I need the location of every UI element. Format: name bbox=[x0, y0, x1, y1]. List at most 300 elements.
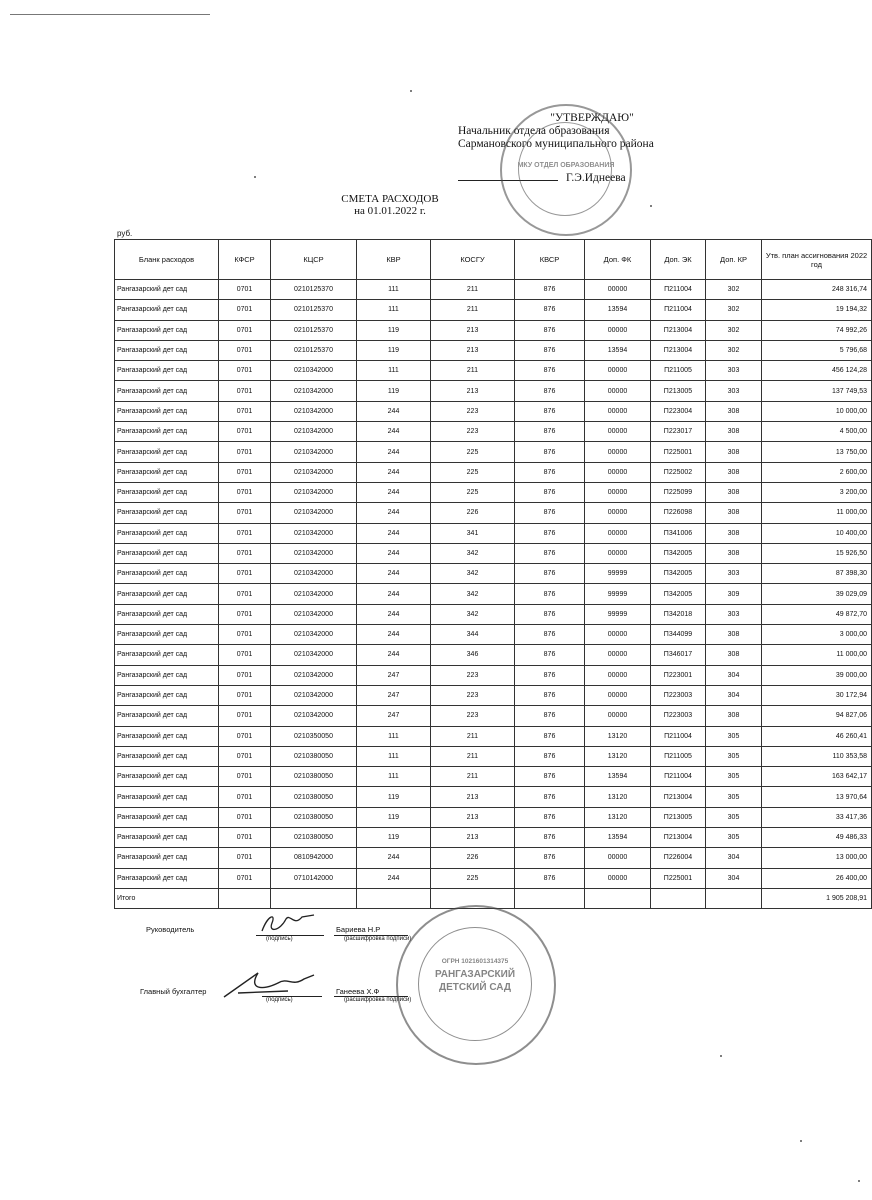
cell-blank: Рангазарский дет сад bbox=[115, 604, 219, 624]
cell-kvsr: 876 bbox=[515, 685, 585, 705]
cell-kvr: 244 bbox=[357, 523, 431, 543]
cell-kvr: 244 bbox=[357, 462, 431, 482]
top-border-line bbox=[10, 14, 210, 15]
cell-kosgu: 211 bbox=[431, 361, 515, 381]
table-row bbox=[115, 584, 872, 604]
cell-dop-fk: 00000 bbox=[585, 645, 651, 665]
cell-dop-ek: П211004 bbox=[651, 767, 706, 787]
table-row bbox=[115, 482, 872, 502]
cell-kosgu: 213 bbox=[431, 807, 515, 827]
cell-dop-kr: 305 bbox=[706, 767, 762, 787]
cell-blank: Рангазарский дет сад bbox=[115, 401, 219, 421]
cell-kfsr: 0701 bbox=[219, 381, 271, 401]
cell-plan: 15 926,50 bbox=[762, 543, 872, 563]
cell-kvr: 244 bbox=[357, 482, 431, 502]
approval-line-1: Начальник отдела образования bbox=[458, 125, 610, 137]
cell-kosgu: 342 bbox=[431, 543, 515, 563]
cell-plan: 19 194,32 bbox=[762, 300, 872, 320]
bottom-stamp-line-1: РАНГАЗАРСКИЙ bbox=[434, 969, 516, 980]
header-dop-kr: Доп. КР bbox=[706, 240, 762, 280]
cell-kvsr: 876 bbox=[515, 320, 585, 340]
cell-kvsr: 876 bbox=[515, 442, 585, 462]
table-row bbox=[115, 523, 872, 543]
table-row bbox=[115, 767, 872, 787]
total-empty bbox=[271, 888, 357, 908]
cell-blank: Рангазарский дет сад bbox=[115, 361, 219, 381]
cell-kvr: 244 bbox=[357, 625, 431, 645]
cell-dop-fk: 00000 bbox=[585, 422, 651, 442]
cell-dop-fk: 13594 bbox=[585, 828, 651, 848]
cell-kcsr: 0710142000 bbox=[271, 868, 357, 888]
cell-dop-ek: П211004 bbox=[651, 300, 706, 320]
cell-kcsr: 0210342000 bbox=[271, 625, 357, 645]
cell-dop-ek: П223001 bbox=[651, 665, 706, 685]
table-row bbox=[115, 604, 872, 624]
cell-blank: Рангазарский дет сад bbox=[115, 543, 219, 563]
cell-kcsr: 0210380050 bbox=[271, 767, 357, 787]
cell-kvr: 244 bbox=[357, 604, 431, 624]
cell-kcsr: 0210125370 bbox=[271, 340, 357, 360]
cell-dop-ek: П213004 bbox=[651, 828, 706, 848]
header-plan: Утв. план ассигнования 2022 год bbox=[762, 240, 872, 280]
cell-kvsr: 876 bbox=[515, 665, 585, 685]
cell-kvsr: 876 bbox=[515, 767, 585, 787]
cell-kvsr: 876 bbox=[515, 422, 585, 442]
table-row bbox=[115, 625, 872, 645]
cell-dop-fk: 00000 bbox=[585, 462, 651, 482]
cell-kfsr: 0701 bbox=[219, 746, 271, 766]
cell-dop-fk: 00000 bbox=[585, 868, 651, 888]
cell-dop-fk: 00000 bbox=[585, 442, 651, 462]
cell-kvr: 244 bbox=[357, 848, 431, 868]
cell-kvsr: 876 bbox=[515, 604, 585, 624]
cell-kvsr: 876 bbox=[515, 523, 585, 543]
document-title-block bbox=[330, 193, 450, 217]
accountant-sign-caption: (подпись) bbox=[266, 997, 293, 1003]
cell-kvsr: 876 bbox=[515, 645, 585, 665]
cell-kosgu: 225 bbox=[431, 482, 515, 502]
cell-kfsr: 0701 bbox=[219, 543, 271, 563]
cell-dop-ek: П344099 bbox=[651, 625, 706, 645]
approval-title: "УТВЕРЖДАЮ" bbox=[550, 112, 634, 124]
cell-kvr: 119 bbox=[357, 320, 431, 340]
cell-plan: 5 796,68 bbox=[762, 340, 872, 360]
cell-kosgu: 223 bbox=[431, 665, 515, 685]
cell-dop-fk: 00000 bbox=[585, 320, 651, 340]
cell-kvsr: 876 bbox=[515, 300, 585, 320]
cell-dop-kr: 304 bbox=[706, 848, 762, 868]
cell-kvr: 111 bbox=[357, 300, 431, 320]
cell-kvr: 119 bbox=[357, 381, 431, 401]
cell-dop-ek: П342005 bbox=[651, 564, 706, 584]
cell-dop-fk: 00000 bbox=[585, 848, 651, 868]
cell-blank: Рангазарский дет сад bbox=[115, 848, 219, 868]
cell-kcsr: 0210380050 bbox=[271, 807, 357, 827]
cell-kfsr: 0701 bbox=[219, 422, 271, 442]
table-row bbox=[115, 828, 872, 848]
total-empty bbox=[706, 888, 762, 908]
table-header-row bbox=[115, 240, 872, 280]
cell-blank: Рангазарский дет сад bbox=[115, 442, 219, 462]
cell-dop-fk: 00000 bbox=[585, 706, 651, 726]
scan-speck bbox=[858, 1180, 860, 1182]
document-title: СМЕТА РАСХОДОВ bbox=[341, 193, 439, 205]
cell-plan: 30 172,94 bbox=[762, 685, 872, 705]
cell-dop-kr: 308 bbox=[706, 422, 762, 442]
cell-kosgu: 211 bbox=[431, 300, 515, 320]
cell-dop-fk: 00000 bbox=[585, 381, 651, 401]
cell-dop-ek: П211004 bbox=[651, 280, 706, 300]
cell-dop-kr: 308 bbox=[706, 442, 762, 462]
cell-plan: 163 642,17 bbox=[762, 767, 872, 787]
cell-kcsr: 0210342000 bbox=[271, 665, 357, 685]
cell-dop-kr: 305 bbox=[706, 726, 762, 746]
cell-kvsr: 876 bbox=[515, 381, 585, 401]
cell-dop-fk: 00000 bbox=[585, 523, 651, 543]
cell-kosgu: 223 bbox=[431, 706, 515, 726]
cell-dop-fk: 13120 bbox=[585, 787, 651, 807]
table-body bbox=[115, 280, 872, 889]
scan-speck bbox=[800, 1140, 802, 1142]
cell-plan: 3 000,00 bbox=[762, 625, 872, 645]
cell-plan: 13 970,64 bbox=[762, 787, 872, 807]
cell-blank: Рангазарский дет сад bbox=[115, 767, 219, 787]
cell-kcsr: 0210342000 bbox=[271, 503, 357, 523]
cell-plan: 4 500,00 bbox=[762, 422, 872, 442]
cell-kfsr: 0701 bbox=[219, 503, 271, 523]
cell-blank: Рангазарский дет сад bbox=[115, 340, 219, 360]
cell-kvr: 119 bbox=[357, 340, 431, 360]
cell-kfsr: 0701 bbox=[219, 564, 271, 584]
top-stamp bbox=[500, 104, 632, 236]
total-empty bbox=[585, 888, 651, 908]
cell-dop-ek: П226004 bbox=[651, 848, 706, 868]
table-row bbox=[115, 726, 872, 746]
head-label: Руководитель bbox=[146, 925, 195, 934]
cell-kfsr: 0701 bbox=[219, 807, 271, 827]
cell-kvsr: 876 bbox=[515, 401, 585, 421]
table-row bbox=[115, 787, 872, 807]
approval-signer: Г.Э.Иднеева bbox=[566, 172, 626, 184]
cell-kvsr: 876 bbox=[515, 543, 585, 563]
cell-blank: Рангазарский дет сад bbox=[115, 422, 219, 442]
cell-dop-ek: П223004 bbox=[651, 401, 706, 421]
cell-kvr: 244 bbox=[357, 645, 431, 665]
cell-dop-kr: 302 bbox=[706, 320, 762, 340]
cell-plan: 11 000,00 bbox=[762, 503, 872, 523]
cell-blank: Рангазарский дет сад bbox=[115, 503, 219, 523]
cell-kosgu: 225 bbox=[431, 442, 515, 462]
cell-kcsr: 0210342000 bbox=[271, 584, 357, 604]
cell-plan: 49 872,70 bbox=[762, 604, 872, 624]
cell-dop-kr: 303 bbox=[706, 604, 762, 624]
cell-kfsr: 0701 bbox=[219, 848, 271, 868]
header-kcsr: КЦСР bbox=[271, 240, 357, 280]
cell-dop-ek: П225002 bbox=[651, 462, 706, 482]
cell-blank: Рангазарский дет сад bbox=[115, 807, 219, 827]
cell-blank: Рангазарский дет сад bbox=[115, 726, 219, 746]
cell-kosgu: 226 bbox=[431, 503, 515, 523]
header-dop-fk: Доп. ФК bbox=[585, 240, 651, 280]
cell-kvsr: 876 bbox=[515, 787, 585, 807]
cell-kvr: 244 bbox=[357, 422, 431, 442]
total-empty bbox=[219, 888, 271, 908]
table-row bbox=[115, 381, 872, 401]
cell-kosgu: 211 bbox=[431, 746, 515, 766]
cell-dop-kr: 302 bbox=[706, 300, 762, 320]
cell-kcsr: 0210380050 bbox=[271, 828, 357, 848]
cell-dop-ek: П213005 bbox=[651, 381, 706, 401]
table-row bbox=[115, 462, 872, 482]
cell-blank: Рангазарский дет сад bbox=[115, 828, 219, 848]
cell-plan: 11 000,00 bbox=[762, 645, 872, 665]
cell-dop-kr: 308 bbox=[706, 401, 762, 421]
total-empty bbox=[651, 888, 706, 908]
cell-dop-kr: 308 bbox=[706, 462, 762, 482]
accountant-signature-row bbox=[140, 987, 440, 1011]
cell-dop-ek: П223003 bbox=[651, 685, 706, 705]
cell-kcsr: 0210342000 bbox=[271, 482, 357, 502]
cell-kosgu: 225 bbox=[431, 462, 515, 482]
head-decode-caption: (расшифровка подписи) bbox=[344, 936, 412, 942]
cell-kvr: 111 bbox=[357, 726, 431, 746]
cell-dop-ek: П225099 bbox=[651, 482, 706, 502]
total-empty bbox=[357, 888, 431, 908]
cell-blank: Рангазарский дет сад bbox=[115, 462, 219, 482]
cell-kosgu: 211 bbox=[431, 280, 515, 300]
cell-kcsr: 0210380050 bbox=[271, 787, 357, 807]
cell-kosgu: 213 bbox=[431, 828, 515, 848]
header-kvsr: КВСР bbox=[515, 240, 585, 280]
cell-blank: Рангазарский дет сад bbox=[115, 706, 219, 726]
cell-dop-ek: П211004 bbox=[651, 726, 706, 746]
bottom-stamp-text bbox=[420, 955, 530, 994]
cell-dop-kr: 308 bbox=[706, 523, 762, 543]
cell-blank: Рангазарский дет сад bbox=[115, 381, 219, 401]
cell-blank: Рангазарский дет сад bbox=[115, 584, 219, 604]
cell-dop-fk: 00000 bbox=[585, 280, 651, 300]
cell-kosgu: 213 bbox=[431, 787, 515, 807]
table-row bbox=[115, 543, 872, 563]
cell-dop-ek: П223003 bbox=[651, 706, 706, 726]
cell-dop-kr: 305 bbox=[706, 787, 762, 807]
cell-dop-ek: П225001 bbox=[651, 442, 706, 462]
cell-plan: 26 400,00 bbox=[762, 868, 872, 888]
cell-kvsr: 876 bbox=[515, 625, 585, 645]
cell-dop-kr: 302 bbox=[706, 280, 762, 300]
cell-dop-kr: 303 bbox=[706, 381, 762, 401]
total-label: Итого bbox=[115, 888, 219, 908]
cell-dop-fk: 00000 bbox=[585, 503, 651, 523]
cell-dop-kr: 303 bbox=[706, 361, 762, 381]
cell-kosgu: 211 bbox=[431, 767, 515, 787]
cell-plan: 94 827,06 bbox=[762, 706, 872, 726]
cell-kfsr: 0701 bbox=[219, 685, 271, 705]
cell-kvsr: 876 bbox=[515, 807, 585, 827]
cell-dop-ek: П211005 bbox=[651, 746, 706, 766]
cell-kvsr: 876 bbox=[515, 280, 585, 300]
cell-plan: 456 124,28 bbox=[762, 361, 872, 381]
cell-kfsr: 0701 bbox=[219, 280, 271, 300]
cell-plan: 248 316,74 bbox=[762, 280, 872, 300]
cell-kvr: 244 bbox=[357, 503, 431, 523]
table-row bbox=[115, 685, 872, 705]
cell-kvr: 111 bbox=[357, 361, 431, 381]
cell-blank: Рангазарский дет сад bbox=[115, 280, 219, 300]
cell-plan: 74 992,26 bbox=[762, 320, 872, 340]
cell-dop-ek: П341006 bbox=[651, 523, 706, 543]
cell-kvr: 244 bbox=[357, 442, 431, 462]
accountant-decode-caption: (расшифровка подписи) bbox=[344, 997, 412, 1003]
cell-dop-kr: 305 bbox=[706, 746, 762, 766]
cell-dop-fk: 00000 bbox=[585, 625, 651, 645]
cell-dop-fk: 13594 bbox=[585, 300, 651, 320]
cell-plan: 110 353,58 bbox=[762, 746, 872, 766]
cell-kfsr: 0701 bbox=[219, 828, 271, 848]
cell-kvsr: 876 bbox=[515, 746, 585, 766]
table-row bbox=[115, 868, 872, 888]
cell-dop-fk: 00000 bbox=[585, 665, 651, 685]
cell-dop-kr: 308 bbox=[706, 706, 762, 726]
cell-dop-ek: П342005 bbox=[651, 543, 706, 563]
cell-kcsr: 0210342000 bbox=[271, 361, 357, 381]
cell-dop-fk: 99999 bbox=[585, 584, 651, 604]
header-dop-ek: Доп. ЭК bbox=[651, 240, 706, 280]
cell-kosgu: 342 bbox=[431, 564, 515, 584]
cell-dop-fk: 00000 bbox=[585, 543, 651, 563]
cell-dop-kr: 308 bbox=[706, 503, 762, 523]
cell-kvr: 244 bbox=[357, 543, 431, 563]
header-blank: Бланк расходов bbox=[115, 240, 219, 280]
cell-kfsr: 0701 bbox=[219, 482, 271, 502]
table-row bbox=[115, 807, 872, 827]
table-row bbox=[115, 746, 872, 766]
cell-kvsr: 876 bbox=[515, 868, 585, 888]
table-row bbox=[115, 280, 872, 300]
cell-kvr: 244 bbox=[357, 868, 431, 888]
cell-dop-kr: 304 bbox=[706, 685, 762, 705]
table-row bbox=[115, 401, 872, 421]
header-kvr: КВР bbox=[357, 240, 431, 280]
cell-plan: 39 029,09 bbox=[762, 584, 872, 604]
cell-blank: Рангазарский дет сад bbox=[115, 300, 219, 320]
cell-kcsr: 0210342000 bbox=[271, 645, 357, 665]
cell-kosgu: 225 bbox=[431, 868, 515, 888]
cell-dop-ek: П342018 bbox=[651, 604, 706, 624]
cell-plan: 13 000,00 bbox=[762, 848, 872, 868]
table-row bbox=[115, 645, 872, 665]
cell-blank: Рангазарский дет сад bbox=[115, 787, 219, 807]
cell-kfsr: 0701 bbox=[219, 645, 271, 665]
total-empty bbox=[515, 888, 585, 908]
cell-dop-kr: 309 bbox=[706, 584, 762, 604]
cell-kosgu: 226 bbox=[431, 848, 515, 868]
cell-blank: Рангазарский дет сад bbox=[115, 523, 219, 543]
top-stamp-inner-ring bbox=[518, 122, 612, 216]
table-row bbox=[115, 442, 872, 462]
cell-kosgu: 213 bbox=[431, 340, 515, 360]
cell-kfsr: 0701 bbox=[219, 401, 271, 421]
cell-dop-fk: 13120 bbox=[585, 746, 651, 766]
cell-kfsr: 0701 bbox=[219, 625, 271, 645]
cell-kvsr: 876 bbox=[515, 828, 585, 848]
cell-dop-ek: П213004 bbox=[651, 340, 706, 360]
cell-kvsr: 876 bbox=[515, 503, 585, 523]
cell-kvr: 119 bbox=[357, 787, 431, 807]
cell-kfsr: 0701 bbox=[219, 604, 271, 624]
cell-kvr: 247 bbox=[357, 706, 431, 726]
cell-dop-kr: 304 bbox=[706, 665, 762, 685]
cell-kvsr: 876 bbox=[515, 340, 585, 360]
cell-kcsr: 0210342000 bbox=[271, 422, 357, 442]
cell-kosgu: 213 bbox=[431, 320, 515, 340]
cell-kosgu: 211 bbox=[431, 726, 515, 746]
cell-kvr: 111 bbox=[357, 280, 431, 300]
cell-blank: Рангазарский дет сад bbox=[115, 645, 219, 665]
cell-kfsr: 0701 bbox=[219, 767, 271, 787]
cell-kfsr: 0701 bbox=[219, 300, 271, 320]
cell-kvr: 247 bbox=[357, 685, 431, 705]
cell-kvr: 119 bbox=[357, 807, 431, 827]
cell-dop-fk: 99999 bbox=[585, 604, 651, 624]
cell-blank: Рангазарский дет сад bbox=[115, 746, 219, 766]
cell-kvsr: 876 bbox=[515, 482, 585, 502]
scan-speck bbox=[254, 176, 256, 178]
cell-kcsr: 0210342000 bbox=[271, 523, 357, 543]
head-sign-caption: (подпись) bbox=[266, 936, 293, 942]
cell-dop-kr: 305 bbox=[706, 807, 762, 827]
cell-dop-ek: П223017 bbox=[651, 422, 706, 442]
cell-dop-fk: 13120 bbox=[585, 807, 651, 827]
approval-line-2: Сармановского муниципального района bbox=[458, 138, 654, 150]
cell-kosgu: 344 bbox=[431, 625, 515, 645]
cell-kvsr: 876 bbox=[515, 848, 585, 868]
cell-plan: 39 000,00 bbox=[762, 665, 872, 685]
cell-kvsr: 876 bbox=[515, 462, 585, 482]
cell-kcsr: 0210342000 bbox=[271, 462, 357, 482]
cell-kvr: 111 bbox=[357, 767, 431, 787]
currency-unit: руб. bbox=[117, 229, 133, 238]
cell-plan: 2 600,00 bbox=[762, 462, 872, 482]
cell-dop-ek: П213004 bbox=[651, 787, 706, 807]
table-row bbox=[115, 320, 872, 340]
bottom-stamp-ogrn: ОГРН 1021601314375 bbox=[441, 958, 509, 965]
cell-kosgu: 341 bbox=[431, 523, 515, 543]
cell-kosgu: 346 bbox=[431, 645, 515, 665]
cell-kcsr: 0210342000 bbox=[271, 564, 357, 584]
cell-kvr: 244 bbox=[357, 564, 431, 584]
cell-kvr: 119 bbox=[357, 828, 431, 848]
cell-dop-fk: 00000 bbox=[585, 401, 651, 421]
table-row bbox=[115, 361, 872, 381]
scan-speck bbox=[410, 90, 412, 92]
head-signature-scribble bbox=[258, 911, 318, 935]
cell-kcsr: 0210342000 bbox=[271, 604, 357, 624]
table-row bbox=[115, 706, 872, 726]
cell-kosgu: 342 bbox=[431, 584, 515, 604]
header-kfsr: КФСР bbox=[219, 240, 271, 280]
cell-dop-ek: П213005 bbox=[651, 807, 706, 827]
cell-dop-kr: 308 bbox=[706, 625, 762, 645]
cell-kcsr: 0210125370 bbox=[271, 320, 357, 340]
cell-kfsr: 0701 bbox=[219, 665, 271, 685]
cell-kosgu: 213 bbox=[431, 381, 515, 401]
cell-kcsr: 0210342000 bbox=[271, 685, 357, 705]
bottom-stamp-line-2: ДЕТСКИЙ САД bbox=[438, 982, 512, 993]
cell-kcsr: 0210125370 bbox=[271, 300, 357, 320]
expense-table bbox=[114, 239, 872, 909]
cell-kcsr: 0210342000 bbox=[271, 442, 357, 462]
